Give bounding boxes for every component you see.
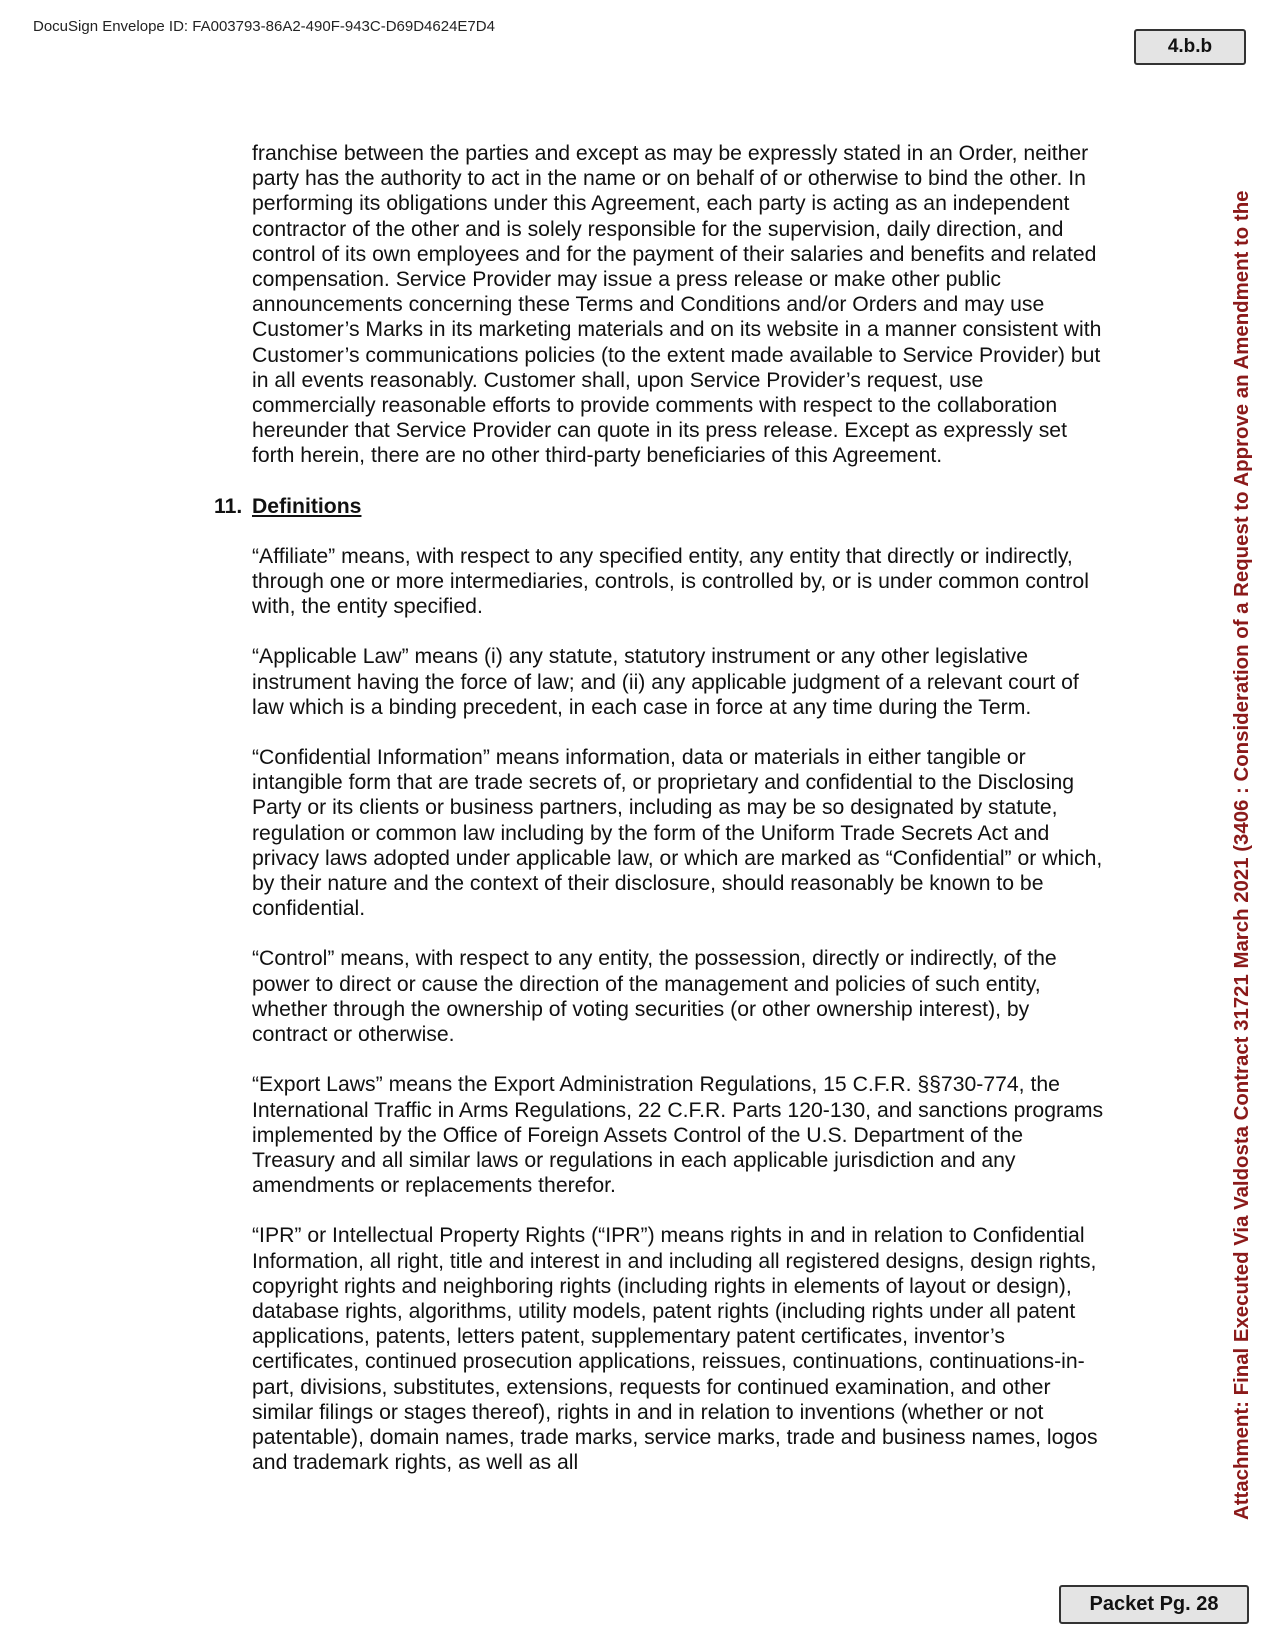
section-number: 11.: [214, 494, 243, 518]
section-title: Definitions: [252, 494, 362, 518]
document-body: [214, 141, 1110, 1500]
definition-confidential-information: “Confidential Information” means information, data or materials in either tangible or intangible form that are trade secrets of, or proprietary and confidential to the Disclosing Party or its clients or business partners, including as may be so designated by statute, regulation or common law including by the form of the Uniform Trade Secrets Act and privacy laws adopted under applicable law, or which are marked as “Confidential” or which, by their nature and the context of their disclosure, should reasonably be known to be confidential.: [252, 746, 1103, 921]
envelope-id: DocuSign Envelope ID: FA003793-86A2-490F-943C-D69D4624E7D4: [33, 18, 495, 35]
definition-control: “Control” means, with respect to any entity, the possession, directly or indirectly, of the power to direct or cause the direction of the management and policies of such entity, whether through the ownership of voting securities (or other ownership interest), by contract or otherwise.: [252, 947, 1057, 1047]
definition-applicable-law: “Applicable Law” means (i) any statute, statutory instrument or any other legislative instrument having the force of law; and (ii) any applicable judgment of a relevant court of law which is a binding precedent, in each case in force at any time during the Term.: [252, 645, 1079, 719]
definition-export-laws: “Export Laws” means the Export Administration Regulations, 15 C.F.R. §§730-774, the International Traffic in Arms Regulations, 22 C.F.R. Parts 120-130, and sanctions programs implemented by the Office of Foreign Assets Control of the U.S. Department of the Treasury and all similar laws or regulations in each applicable jurisdiction and any amendments or replacements therefor.: [252, 1073, 1104, 1198]
definition-affiliate: “Affiliate” means, with respect to any specified entity, any entity that directly or indirectly, through one or more intermediaries, controls, is controlled by, or is under common control with, the entity specified.: [252, 544, 1089, 619]
item-tag-box: 4.b.b: [1134, 29, 1246, 65]
intro-paragraph: franchise between the parties and except as may be expressly stated in an Order, neither party has the authority to act in the name or on behalf of or otherwise to bind the other. In performing its obligations under this Agreement, each party is acting as an independent contractor of the other and is solely responsible for the supervision, daily direction, and control of its own employees and for the payment of their salaries and benefits and related compensation. Service Provider may issue a press release or make other public announcements concerning these Terms and Conditions and/or Orders and may use Customer’s Marks in its marketing materials and on its website in a manner consistent with Customer’s communications policies (to the extent made available to Service Provider) but in all events reasonably. Customer shall, upon Service Provider’s request, use commercially reasonable efforts to provide comments with respect to the collaboration hereunder that Service Provider can quote in its press release. Except as expressly set forth herein, there are no other third-party beneficiaries of this Agreement.: [252, 142, 1102, 468]
packet-page-box: Packet Pg. 28: [1059, 1585, 1249, 1624]
section-heading: [214, 494, 1110, 519]
attachment-sidebar-label: Attachment: Final Executed Via Valdosta Contract 31721 March 2021 (3406 : Consideration of a Request to Approve an Amendment to the: [1231, 190, 1253, 1520]
definition-ipr: “IPR” or Intellectual Property Rights (“IPR”) means rights in and in relation to Confidential Information, all right, title and interest in and including all registered designs, design rights, copyright rights and neighboring rights (including rights in elements of layout or design), database rights, algorithms, utility models, patent rights (including rights under all patent applications, patents, letters patent, supplementary patent certificates, inventor’s certificates, continued prosecution applications, reissues, continuations, continuations-in-part, divisions, substitutes, extensions, requests for continued examination, and other similar filings or stages thereof), rights in and in relation to inventions (whether or not patentable), domain names, trade marks, service marks, trade and business names, logos and trademark rights, as well as all: [252, 1224, 1098, 1475]
